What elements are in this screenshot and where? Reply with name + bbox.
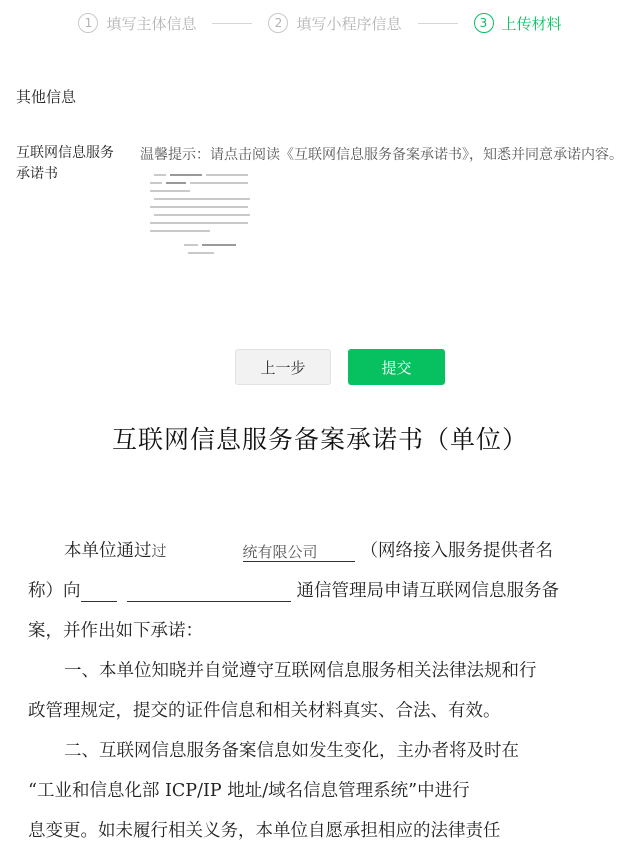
commitment-label-line2: 承诺书 — [16, 166, 58, 182]
letter-text: 过 — [151, 542, 167, 560]
step-2-label: 填写小程序信息 — [296, 14, 402, 33]
section-title: 其他信息 — [16, 88, 77, 106]
thumb-line — [150, 182, 162, 184]
letter-line-8: 息变更。如未履行相关义务，本单位自愿承担相应的法律责任 — [28, 821, 501, 841]
company-name-fragment: 统有限公司 — [242, 543, 318, 561]
step-1-label: 填写主体信息 — [106, 14, 197, 33]
letter-line-4: 一、本单位知晓并自觉遵守互联网信息服务相关法律法规和行 — [64, 661, 537, 681]
letter-title: 互联网信息服务备案承诺书（单位） — [111, 425, 528, 454]
thumb-line — [170, 174, 202, 176]
company-name-blank — [243, 541, 355, 562]
step-2-number: 2 — [268, 13, 288, 33]
previous-step-button[interactable]: 上一步 — [235, 349, 331, 385]
step-1-number: 1 — [78, 13, 98, 33]
letter-line-5: 政管理规定，提交的证件信息和相关材料真实、合法、有效。 — [28, 701, 501, 721]
step-1 — [78, 13, 196, 34]
letter-text: 称）向 — [28, 581, 81, 601]
submit-button[interactable]: 提交 — [348, 349, 445, 385]
letter-text: 本单位通过 — [64, 541, 152, 561]
step-divider — [212, 23, 252, 24]
letter-text: 通信管理局申请互联网信息服务备 — [296, 581, 559, 601]
thumb-line — [150, 222, 248, 224]
commitment-label-line1: 互联网信息服务 — [16, 145, 114, 161]
province-blank — [81, 581, 117, 602]
letter-line-6: 二、互联网信息服务备案信息如发生变化，主办者将及时在 — [64, 741, 519, 761]
step-3-number: 3 — [474, 13, 494, 33]
commitment-label — [16, 143, 126, 185]
letter-text: （网络接入服务提供者名 — [360, 541, 554, 561]
commitment-document-thumbnail[interactable] — [148, 172, 256, 256]
thumb-line — [202, 244, 236, 246]
thumb-line — [188, 252, 214, 254]
thumb-line — [154, 214, 250, 216]
thumb-line — [150, 206, 248, 208]
letter-line-7: “工业和信息化部 ICP/IP 地址/域名信息管理系统”中进行 — [28, 781, 470, 801]
letter-line-3: 案，并作出如下承诺： — [28, 621, 203, 641]
step-divider — [418, 23, 458, 24]
thumb-line — [154, 198, 250, 200]
step-3-label: 上传材料 — [501, 14, 562, 33]
commitment-hint[interactable]: 温馨提示：请点击阅读《互联网信息服务备案承诺书》，知悉并同意承诺内容。 — [140, 147, 623, 163]
thumb-line — [150, 230, 210, 232]
letter-line-2 — [28, 577, 628, 602]
thumb-line — [206, 174, 248, 176]
thumb-line — [154, 174, 166, 176]
step-3 — [474, 13, 562, 34]
step-indicator — [0, 0, 640, 46]
letter-line-1 — [28, 537, 628, 562]
bureau-blank — [127, 581, 291, 602]
thumb-line — [190, 182, 248, 184]
thumb-line — [184, 244, 198, 246]
step-2 — [268, 13, 401, 34]
thumb-line — [166, 182, 186, 184]
thumb-line — [150, 190, 190, 192]
